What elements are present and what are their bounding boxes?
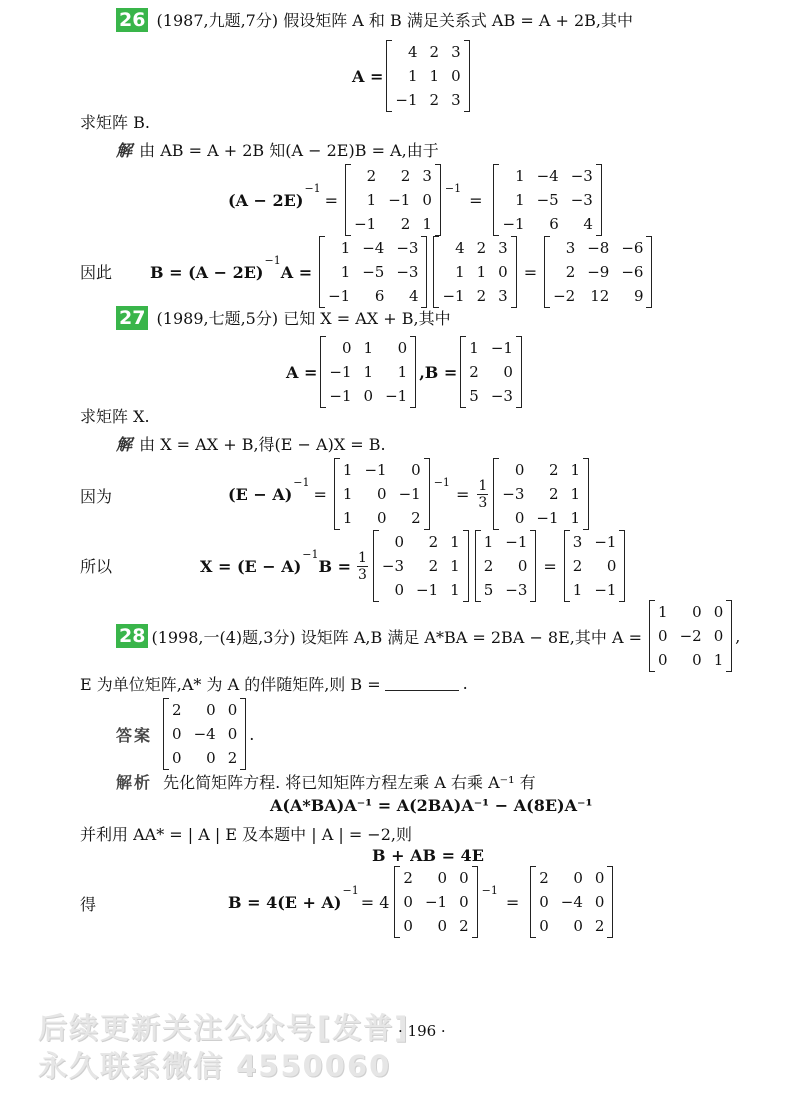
matrix-cell: −1 bbox=[502, 215, 525, 233]
matrix-cell: 0 bbox=[341, 339, 352, 357]
matrix-cell: −1 bbox=[505, 533, 528, 551]
matrix-cell: 2 bbox=[411, 509, 421, 527]
matrix-cell: 6 bbox=[374, 287, 385, 305]
superscript: −1 bbox=[264, 253, 281, 267]
matrix-cell: −4 bbox=[193, 725, 216, 743]
equals: = bbox=[324, 190, 339, 210]
problem-number-badge: 28 bbox=[116, 624, 148, 648]
p28-eq2: B + AB = 4E bbox=[372, 846, 484, 865]
matrix-cell: 1 bbox=[397, 363, 408, 381]
matrix-cell: 0 bbox=[227, 701, 238, 719]
equals: = bbox=[543, 556, 557, 576]
matrix-cell: 0 bbox=[451, 67, 461, 85]
matrix bbox=[394, 866, 477, 938]
lhs-tail: B = bbox=[318, 556, 351, 576]
page-number: · 196 · bbox=[398, 1022, 446, 1040]
matrix-cell: 5 bbox=[469, 387, 479, 405]
matrix-cell: 1 bbox=[342, 485, 353, 503]
lhs: B = 4(E + A) bbox=[228, 892, 342, 912]
matrix-cell: 1 bbox=[407, 67, 418, 85]
matrix-cell: 3 bbox=[451, 43, 461, 61]
matrix-cell: 2 bbox=[594, 917, 605, 935]
matrix-cell: 1 bbox=[483, 533, 494, 551]
lhs-tail: = 4 bbox=[360, 892, 390, 912]
matrix bbox=[319, 236, 427, 308]
equals: = bbox=[469, 190, 483, 210]
matrix-cell: −8 bbox=[587, 239, 610, 257]
matrix-cell: 4 bbox=[455, 239, 465, 257]
p27-ask: 求矩阵 X. bbox=[80, 407, 150, 426]
matrix-cell: 1 bbox=[363, 339, 374, 357]
matrix-cell: 1 bbox=[570, 461, 581, 479]
matrix-cell: 0 bbox=[206, 701, 216, 719]
p26-solution-line bbox=[116, 138, 439, 161]
matrix bbox=[373, 530, 469, 602]
matrix-cell: 0 bbox=[503, 363, 513, 381]
p27-X-equation bbox=[200, 530, 628, 602]
matrix-cell: −9 bbox=[587, 263, 610, 281]
p27-because: 因为 bbox=[80, 487, 113, 506]
matrix-cell: 1 bbox=[422, 215, 432, 233]
fraction bbox=[477, 478, 488, 511]
matrix-cell: −1 bbox=[354, 215, 377, 233]
p26-B-equation bbox=[150, 236, 655, 308]
p28-line2: E 为单位矩阵,A* 为 A 的伴随矩阵,则 B = . bbox=[80, 674, 468, 694]
matrix-cell: 1 bbox=[340, 239, 351, 257]
matrix-cell: 1 bbox=[363, 363, 374, 381]
matrix-cell: −1 bbox=[536, 509, 559, 527]
problem-text: (1987,九题,7分) 假设矩阵 A 和 B 满足关系式 AB = A + 2B,其中 bbox=[156, 11, 633, 30]
matrix-cell: 3 bbox=[565, 239, 576, 257]
superscript: −1 bbox=[342, 883, 359, 897]
matrix-cell: −1 bbox=[328, 287, 351, 305]
matrix-cell: 2 bbox=[476, 239, 487, 257]
matrix-cell: 2 bbox=[483, 557, 494, 575]
matrix-cell: −6 bbox=[621, 239, 644, 257]
matrix-cell: 0 bbox=[394, 581, 405, 599]
matrix-cell: 2 bbox=[172, 701, 182, 719]
matrix-cell: 1 bbox=[342, 461, 353, 479]
matrix-cell: 0 bbox=[172, 749, 182, 767]
matrix bbox=[530, 866, 613, 938]
matrix bbox=[320, 336, 416, 408]
matrix-cell: 0 bbox=[658, 651, 668, 669]
matrix-cell: −1 bbox=[398, 485, 421, 503]
matrix-cell: 1 bbox=[429, 67, 440, 85]
matrix-cell: 0 bbox=[422, 191, 432, 209]
matrix-cell: −1 bbox=[388, 191, 411, 209]
matrix-cell: 3 bbox=[498, 239, 508, 257]
matrix-cell: 2 bbox=[469, 363, 479, 381]
matrix-cell: 0 bbox=[227, 725, 238, 743]
matrix-cell: −3 bbox=[396, 239, 419, 257]
watermark-line-2: 永久联系微信 4550060 bbox=[38, 1049, 392, 1083]
superscript: −1 bbox=[302, 547, 319, 561]
matrix-cell: 0 bbox=[606, 557, 617, 575]
matrix-cell: 0 bbox=[377, 509, 387, 527]
p26-matrix-A bbox=[352, 40, 473, 112]
matrix-cell: 2 bbox=[400, 215, 411, 233]
matrix bbox=[460, 336, 522, 408]
matrix-cell: 2 bbox=[548, 485, 559, 503]
matrix-cell: 4 bbox=[408, 287, 419, 305]
matrix-cell: 0 bbox=[658, 627, 668, 645]
problem-text: (1989,七题,5分) 已知 X = AX + B,其中 bbox=[156, 309, 451, 328]
matrix-cell: 2 bbox=[572, 557, 583, 575]
superscript: −1 bbox=[304, 181, 321, 195]
p26-inverse-equation bbox=[228, 164, 605, 236]
problem-number-badge: 26 bbox=[116, 8, 148, 32]
matrix-cell: 3 bbox=[572, 533, 583, 551]
matrix-cell: 2 bbox=[476, 287, 487, 305]
matrix-cell: −4 bbox=[536, 167, 559, 185]
matrix bbox=[433, 236, 516, 308]
matrix-cell: −1 bbox=[416, 581, 439, 599]
matrix-cell: 2 bbox=[459, 917, 469, 935]
p28-B-final bbox=[228, 866, 616, 938]
matrix bbox=[564, 530, 626, 602]
matrix-cell: 4 bbox=[583, 215, 593, 233]
matrix-cell: 0 bbox=[363, 387, 374, 405]
matrix bbox=[163, 698, 246, 770]
matrix-cell: 0 bbox=[459, 893, 469, 911]
matrix-cell: 2 bbox=[429, 43, 440, 61]
solution-text: 由 X = AX + B,得(E − A)X = B. bbox=[139, 435, 386, 454]
matrix-cell: 2 bbox=[428, 557, 439, 575]
matrix-cell: −1 bbox=[490, 339, 513, 357]
matrix-cell: 2 bbox=[429, 91, 440, 109]
fraction bbox=[357, 550, 368, 583]
problem-number-badge: 27 bbox=[116, 306, 148, 330]
lhs: (E − A) bbox=[228, 484, 293, 504]
p28-analysis-line bbox=[116, 770, 536, 793]
matrix-cell: 0 bbox=[573, 917, 583, 935]
matrix-cell: −1 bbox=[329, 363, 352, 381]
matrix-cell: 0 bbox=[514, 461, 525, 479]
matrix-cell: −4 bbox=[362, 239, 385, 257]
answer-blank bbox=[385, 676, 459, 691]
matrix-cell: 1 bbox=[450, 557, 460, 575]
p27-solution-line bbox=[116, 432, 386, 455]
matrix-cell: 1 bbox=[515, 167, 525, 185]
p28-eq1: A(A*BA)A⁻¹ = A(2BA)A⁻¹ − A(8E)A⁻¹ bbox=[270, 796, 593, 815]
matrix bbox=[386, 40, 469, 112]
matrix-cell: 6 bbox=[549, 215, 559, 233]
matrix-cell: −3 bbox=[505, 581, 528, 599]
solution-text: 由 AB = A + 2B 知(A − 2E)B = A,由于 bbox=[139, 141, 439, 160]
matrix-label: A = bbox=[352, 66, 384, 86]
matrix-cell: −3 bbox=[490, 387, 513, 405]
matrix-cell: 3 bbox=[422, 167, 432, 185]
matrix-cell: −1 bbox=[385, 387, 408, 405]
matrix-cell: −1 bbox=[442, 287, 465, 305]
p28-use-line: 并利用 AA* = | A | E 及本题中 | A | = −2,则 bbox=[80, 825, 412, 844]
numerator: 1 bbox=[478, 477, 488, 494]
matrix-cell: 1 bbox=[515, 191, 525, 209]
matrix-cell: 1 bbox=[366, 191, 377, 209]
matrix-cell: 0 bbox=[517, 557, 528, 575]
equals: = bbox=[523, 262, 538, 282]
p27-matrices bbox=[286, 336, 525, 408]
matrix bbox=[475, 530, 537, 602]
superscript: −1 bbox=[293, 475, 310, 489]
problem-27-header bbox=[116, 306, 451, 330]
matrix-cell: −3 bbox=[396, 263, 419, 281]
matrix-cell: 0 bbox=[206, 749, 216, 767]
matrix-cell: 0 bbox=[397, 339, 408, 357]
matrix-cell: −2 bbox=[679, 627, 702, 645]
p28-answer: 答案 2 0 0 0 −4 0 0 0 2 . bbox=[116, 698, 254, 770]
matrix-cell: 0 bbox=[713, 627, 724, 645]
matrix-cell: 1 bbox=[713, 651, 724, 669]
matrix-cell: 0 bbox=[394, 533, 405, 551]
matrix-cell: 0 bbox=[403, 917, 413, 935]
p28-get: 得 bbox=[80, 895, 97, 914]
matrix-cell: −5 bbox=[536, 191, 559, 209]
watermark-line-1: 后续更新关注公众号[发普] bbox=[38, 1011, 410, 1045]
matrix-cell: 0 bbox=[594, 893, 605, 911]
matrix-cell: 0 bbox=[403, 893, 413, 911]
lhs: (A − 2E) bbox=[228, 190, 304, 210]
matrix-cell: −2 bbox=[553, 287, 576, 305]
matrix-cell: 0 bbox=[594, 869, 605, 887]
matrix-cell: 0 bbox=[539, 917, 549, 935]
solution-label: 解 bbox=[116, 141, 135, 160]
matrix-cell: 0 bbox=[514, 509, 525, 527]
matrix-cell: 2 bbox=[227, 749, 238, 767]
matrix-cell: 2 bbox=[403, 869, 413, 887]
superscript: −1 bbox=[433, 475, 450, 489]
lhs-tail: A = bbox=[280, 262, 313, 282]
matrix-cell: 4 bbox=[407, 43, 418, 61]
matrix-cell: 0 bbox=[411, 461, 421, 479]
matrix-cell: 0 bbox=[539, 893, 549, 911]
p26-ask: 求矩阵 B. bbox=[80, 113, 150, 132]
matrix bbox=[493, 164, 601, 236]
matrix-cell: −1 bbox=[364, 461, 387, 479]
matrix-cell: −1 bbox=[395, 91, 418, 109]
equals: = bbox=[505, 892, 520, 912]
analysis-text: 先化简矩阵方程. 将已知矩阵方程左乘 A 右乘 A⁻¹ 有 bbox=[163, 773, 536, 792]
equals: = bbox=[455, 484, 470, 504]
matrix-cell: 0 bbox=[713, 603, 724, 621]
numerator: 1 bbox=[357, 549, 367, 566]
lhs: B = (A − 2E) bbox=[150, 262, 264, 282]
matrix-cell: 0 bbox=[172, 725, 182, 743]
denominator: 3 bbox=[357, 566, 367, 583]
matrix-cell: 0 bbox=[498, 263, 508, 281]
matrix-cell: 3 bbox=[498, 287, 508, 305]
matrix-cell: 0 bbox=[437, 869, 448, 887]
matrix-label: ,B = bbox=[419, 362, 458, 382]
matrix-cell: −3 bbox=[570, 167, 593, 185]
matrix-cell: −3 bbox=[570, 191, 593, 209]
matrix-cell: 0 bbox=[573, 869, 583, 887]
matrix-cell: −6 bbox=[621, 263, 644, 281]
matrix-label: A = bbox=[286, 362, 318, 382]
answer-label: 答案 bbox=[116, 725, 153, 745]
matrix-cell: −3 bbox=[502, 485, 525, 503]
superscript: −1 bbox=[481, 883, 498, 897]
matrix-cell: −1 bbox=[329, 387, 352, 405]
matrix-cell: −1 bbox=[424, 893, 448, 911]
matrix-cell: −5 bbox=[362, 263, 385, 281]
matrix-cell: 1 bbox=[476, 263, 487, 281]
matrix-cell: 12 bbox=[590, 287, 610, 305]
analysis-label: 解析 bbox=[116, 773, 153, 792]
equals: = bbox=[313, 484, 327, 504]
matrix-cell: 9 bbox=[633, 287, 644, 305]
matrix-cell: 0 bbox=[437, 917, 448, 935]
matrix bbox=[493, 458, 589, 530]
matrix-cell: 2 bbox=[400, 167, 411, 185]
problem-text: (1998,一(4)题,3分) 设矩阵 A,B 满足 A*BA = 2BA − 8E,其中 A = bbox=[151, 627, 643, 647]
matrix-cell: 5 bbox=[483, 581, 494, 599]
problem-28-header: 28 (1998,一(4)题,3分) 设矩阵 A,B 满足 A*BA = 2BA − 8E,其中 A = 1 0 0 0 −2 0 0 0 1 , bbox=[116, 600, 740, 672]
p27-inverse-equation bbox=[228, 458, 592, 530]
matrix-cell: 1 bbox=[570, 485, 581, 503]
matrix-cell: 0 bbox=[692, 651, 702, 669]
matrix-cell: 0 bbox=[692, 603, 702, 621]
matrix-cell: 1 bbox=[658, 603, 668, 621]
lhs: X = (E − A) bbox=[200, 556, 302, 576]
matrix-cell: 3 bbox=[451, 91, 461, 109]
matrix-cell: 2 bbox=[539, 869, 549, 887]
matrix-cell: −1 bbox=[594, 581, 617, 599]
superscript: −1 bbox=[444, 181, 462, 195]
matrix-cell: 1 bbox=[469, 339, 479, 357]
matrix bbox=[334, 458, 430, 530]
matrix-cell: 0 bbox=[377, 485, 387, 503]
matrix bbox=[345, 164, 441, 236]
denominator: 3 bbox=[478, 494, 488, 511]
matrix-cell: −3 bbox=[381, 557, 405, 575]
matrix bbox=[544, 236, 652, 308]
matrix-cell: 2 bbox=[366, 167, 377, 185]
matrix-cell: 1 bbox=[455, 263, 465, 281]
matrix-cell: 2 bbox=[565, 263, 576, 281]
matrix-cell: −4 bbox=[560, 893, 583, 911]
p27-so: 所以 bbox=[80, 557, 113, 576]
matrix-cell: 0 bbox=[459, 869, 469, 887]
matrix-cell: 1 bbox=[342, 509, 353, 527]
problem-26-header bbox=[116, 8, 633, 32]
matrix-cell: 1 bbox=[340, 263, 351, 281]
matrix-cell: 2 bbox=[428, 533, 439, 551]
matrix bbox=[649, 600, 732, 672]
matrix-cell: 1 bbox=[570, 509, 581, 527]
matrix-cell: 2 bbox=[548, 461, 559, 479]
matrix-cell: 1 bbox=[450, 533, 460, 551]
solution-label: 解 bbox=[116, 435, 135, 454]
matrix-cell: 1 bbox=[450, 581, 460, 599]
problem-text: E 为单位矩阵,A* 为 A 的伴随矩阵,则 B = bbox=[80, 675, 381, 694]
p26-hence: 因此 bbox=[80, 263, 113, 282]
matrix-cell: −1 bbox=[594, 533, 617, 551]
matrix-cell: 1 bbox=[572, 581, 583, 599]
